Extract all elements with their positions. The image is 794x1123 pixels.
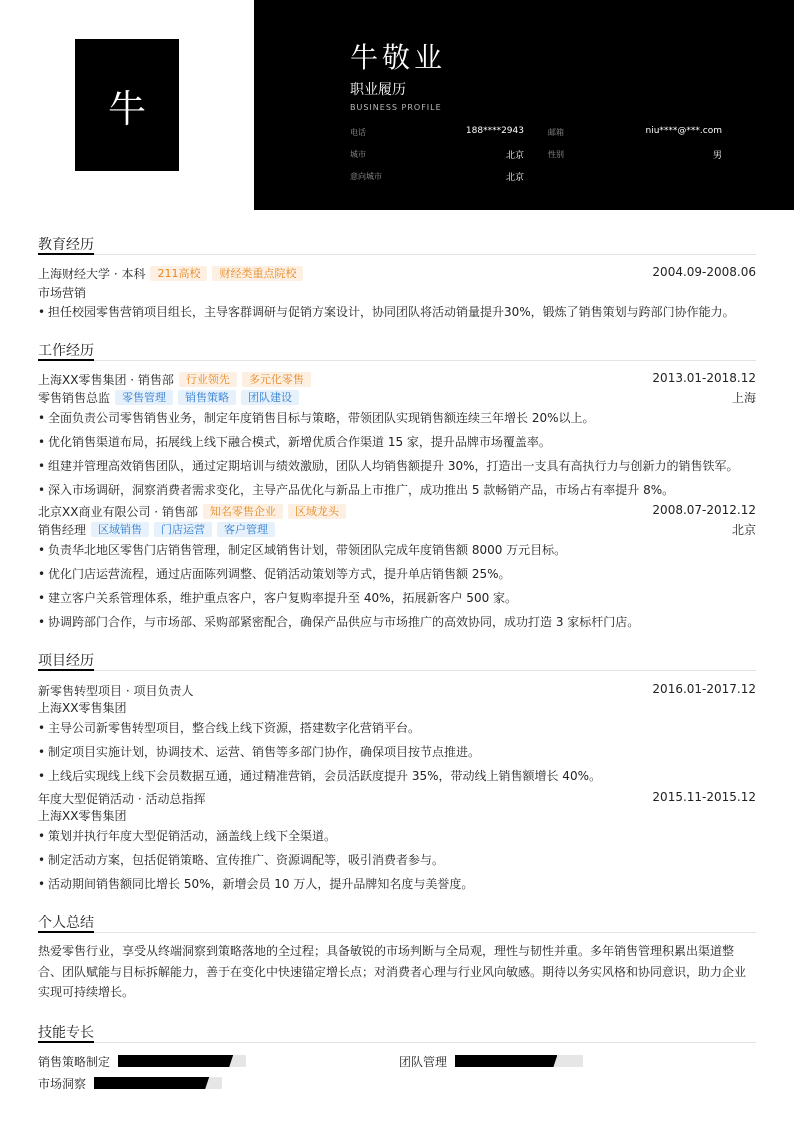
project-date: 2015.11-2015.12 — [652, 790, 756, 804]
role-tag: 零售管理 — [115, 390, 173, 405]
email-label: 邮箱 — [548, 128, 564, 137]
skill-bar-fill — [94, 1077, 209, 1089]
company-tag: 知名零售企业 — [203, 504, 283, 519]
job-role: 销售经理 — [38, 523, 87, 537]
company-tag: 多元化零售 — [242, 372, 311, 387]
project-bullet: • 制定项目实施计划，协调技术、运营、销售等多部门协作，确保项目按节点推进。 — [38, 745, 481, 759]
job-bullet: • 组建并管理高效销售团队，通过定期培训与绩效激励，团队人均销售额提升 30%，打造出一支具有高执行力与创新力的销售铁军。 — [38, 459, 739, 473]
skill-bar-fill — [455, 1055, 557, 1067]
company-tag: 行业领先 — [179, 372, 237, 387]
phone-value: 188****2943 — [465, 126, 524, 136]
resume-subtitle: 职业履历 — [350, 82, 406, 98]
role-tag: 团队建设 — [241, 390, 299, 405]
job-bullet: • 负责华北地区零售门店销售管理，制定区域销售计划，带领团队完成年度销售额 8000 万元目标。 — [38, 543, 567, 557]
avatar — [75, 39, 179, 171]
job-bullet: • 深入市场调研，洞察消费者需求变化，主导产品优化与新品上市推广，成功推出 5 款畅销产品，市场占有率提升 8%。 — [38, 483, 675, 497]
education-underline — [38, 253, 94, 255]
skill-name: 销售策略制定 — [38, 1055, 111, 1069]
job-company: 北京XX商业有限公司 · 销售部 — [38, 505, 198, 519]
job-location: 北京 — [731, 523, 756, 537]
job-role: 零售销售总监 — [38, 391, 111, 405]
avatar-initial: 牛 — [107, 86, 146, 131]
education-major: 市场营销 — [38, 286, 87, 300]
education-bullet: • 担任校园零售营销项目组长，主导客群调研与促销方案设计，协同团队将活动销量提升30%，锻炼了销售策划与跨部门协作能力。 — [38, 305, 735, 319]
candidate-name: 牛敬业 — [350, 41, 447, 74]
resume-subtitle-en: BUSINESS PROFILE — [350, 103, 442, 112]
project-name: 年度大型促销活动 · 活动总指挥 — [38, 792, 206, 806]
summary-text: 热爱零售行业，享受从终端洞察到策略落地的全过程；具备敏锐的市场判断与全局观，理性与韧性并重。多年销售管理积累出渠道整合、团队赋能与目标拆解能力，善于在变化中快速锚定增长点；对消费者心理与行业风向敏感。期待以务实风格和协同意识，助力企业实现可持续增长。 — [38, 944, 747, 999]
work-rule — [38, 360, 756, 361]
job-company: 上海XX零售集团 · 销售部 — [38, 373, 174, 387]
projects-underline — [38, 669, 94, 671]
school-name: 上海财经大学 · 本科 — [38, 267, 146, 281]
work-title: 工作经历 — [38, 343, 94, 359]
role-tag: 客户管理 — [217, 522, 275, 537]
project-bullet: • 上线后实现线上线下会员数据互通，通过精准营销，会员活跃度提升 35%，带动线上销售额增长 40%。 — [38, 769, 601, 783]
summary-title: 个人总结 — [38, 915, 94, 931]
email-value: niu****@***.com — [645, 126, 722, 136]
project-bullet: • 制定活动方案，包括促销策略、宣传推广、资源调配等，吸引消费者参与。 — [38, 853, 445, 867]
education-rule — [38, 254, 756, 255]
city-value: 北京 — [505, 151, 524, 161]
education-date: 2004.09-2008.06 — [652, 265, 756, 279]
target-city-value: 北京 — [505, 173, 524, 183]
summary-underline — [38, 931, 94, 933]
role-tag: 区域销售 — [91, 522, 149, 537]
education-title: 教育经历 — [38, 237, 94, 253]
skills-title: 技能专长 — [38, 1025, 94, 1041]
project-bullet: • 活动期间销售额同比增长 50%，新增会员 10 万人，提升品牌知名度与美誉度。 — [38, 877, 474, 891]
job-date: 2013.01-2018.12 — [652, 371, 756, 385]
skill-name: 市场洞察 — [38, 1077, 87, 1091]
skill-bar — [455, 1055, 583, 1067]
job-role-row — [38, 389, 299, 406]
project-bullet: • 主导公司新零售转型项目，整合线上线下资源，搭建数字化营销平台。 — [38, 721, 421, 735]
project-bullet: • 策划并执行年度大型促销活动，涵盖线上线下全渠道。 — [38, 829, 337, 843]
job-date: 2008.07-2012.12 — [652, 503, 756, 517]
phone-label: 电话 — [350, 128, 366, 137]
job-bullet: • 优化销售渠道布局，拓展线上线下融合模式，新增优质合作渠道 15 家，提升品牌市场覆盖率。 — [38, 435, 551, 449]
project-date: 2016.01-2017.12 — [652, 682, 756, 696]
job-bullet: • 协调跨部门合作，与市场部、采购部紧密配合，确保产品供应与市场推广的高效协同，成功打造 3 家标杆门店。 — [38, 615, 640, 629]
city-label: 城市 — [350, 150, 366, 159]
job-bullet: • 优化门店运营流程，通过店面陈列调整、促销活动策划等方式，提升单店销售额 25%。 — [38, 567, 511, 581]
skill-bar — [94, 1077, 222, 1089]
skills-rule — [38, 1042, 756, 1043]
job-company-row — [38, 371, 311, 388]
skill-bar-fill — [118, 1055, 233, 1067]
target-city-label: 意向城市 — [350, 172, 382, 181]
gender-label: 性别 — [548, 150, 564, 159]
gender-value: 男 — [712, 151, 722, 161]
job-company-row — [38, 503, 346, 520]
job-bullet: • 全面负责公司零售销售业务，制定年度销售目标与策略，带领团队实现销售额连续三年增长 20%以上。 — [38, 411, 595, 425]
job-role-row — [38, 521, 275, 538]
project-name: 新零售转型项目 · 项目负责人 — [38, 684, 194, 698]
projects-title: 项目经历 — [38, 653, 94, 669]
summary-rule — [38, 932, 756, 933]
skills-underline — [38, 1041, 94, 1043]
project-org: 上海XX零售集团 — [38, 701, 127, 715]
company-tag: 区域龙头 — [288, 504, 346, 519]
header-banner — [254, 0, 794, 210]
job-location: 上海 — [731, 391, 756, 405]
skill-bar — [118, 1055, 246, 1067]
job-bullet: • 建立客户关系管理体系，维护重点客户，客户复购率提升至 40%，拓展新客户 500 家。 — [38, 591, 518, 605]
work-underline — [38, 359, 94, 361]
project-org: 上海XX零售集团 — [38, 809, 127, 823]
education-school-row — [38, 265, 303, 282]
skill-name: 团队管理 — [399, 1055, 448, 1069]
role-tag: 门店运营 — [154, 522, 212, 537]
projects-rule — [38, 670, 756, 671]
role-tag: 销售策略 — [178, 390, 236, 405]
school-tag: 财经类重点院校 — [212, 266, 303, 281]
school-tag: 211高校 — [150, 266, 207, 281]
